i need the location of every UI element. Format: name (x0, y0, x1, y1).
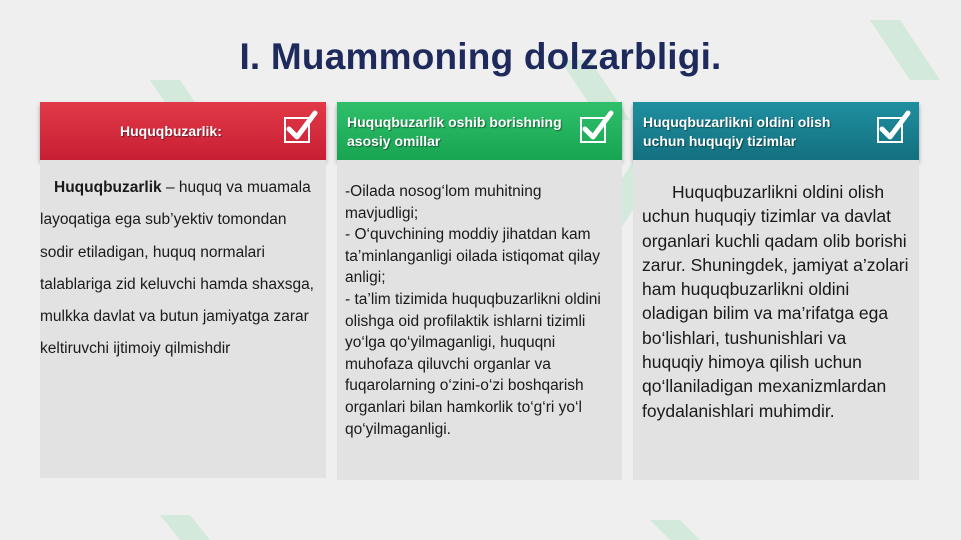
checkmark-icon (580, 117, 606, 143)
panel-header-label-line2: asosiy omillar (347, 133, 441, 149)
definition-text (40, 172, 320, 366)
factors-list (345, 181, 615, 440)
checkmark-icon (877, 117, 903, 143)
list-item: -Oilada nosog‘lom muhitning mavjudligi; (345, 183, 542, 222)
list-item: - O‘quvchining moddiy jihatdan kam ta’minlanganligi oilada istiqomat qilay anligi; (345, 226, 601, 287)
page-title: I. Muammoning dolzarbligi. (239, 36, 722, 77)
panel-header-label-line1: Huquqbuzarlik oshib borishning (347, 114, 562, 130)
panel-header-omillar (337, 102, 622, 160)
definition-term: Huquqbuzarlik (54, 179, 162, 196)
panel-header-tizimlar (633, 102, 919, 160)
panel-header-label-line1: Huquqbuzarlikni oldini olish (643, 114, 831, 130)
panel-header-label: Huquqbuzarlik: (120, 123, 222, 139)
list-item: - ta’lim tizimida huquqbuzarlikni oldini olishga oid profilaktik ishlarni tizimli yo‘lga qo‘yilmaganligi, huquqni muhofaza qiluvchi organlar va fuqarolarning o‘zini-o‘zi boshqarish organlari bilan hamkorlik to‘g‘ri yo‘l qo‘yilmaganligi. (345, 290, 601, 438)
checkmark-icon (284, 117, 310, 143)
systems-text (642, 180, 912, 423)
panel-header-label-line2: uchun huquqiy tizimlar (643, 133, 797, 149)
definition-body: – huquq va muamala layoqatiga ega sub’yektiv tomondan sodir etiladigan, huquq normalari talablariga zid keluvchi hamda shaxsga, mulkka davlat va butun jamiyatga zarar keltiruvchi ijtimoiy qilmishdir (40, 179, 314, 358)
systems-body: Huquqbuzarlikni oldini olish uchun huquqiy tizimlar va davlat organlari kuchli qadam olib borishi zarur. Shuningdek, jamiyat a’zolari ham huquqbuzarlikni oldini oladigan bilim va ma’rifatga ega bo‘lishlari, tushunishlari va huquqiy himoya qilish uchun qo‘llaniladigan mexanizmlardan foydalanishlari muhimdir. (642, 182, 909, 421)
panel-header-huquqbuzarlik (40, 102, 326, 160)
